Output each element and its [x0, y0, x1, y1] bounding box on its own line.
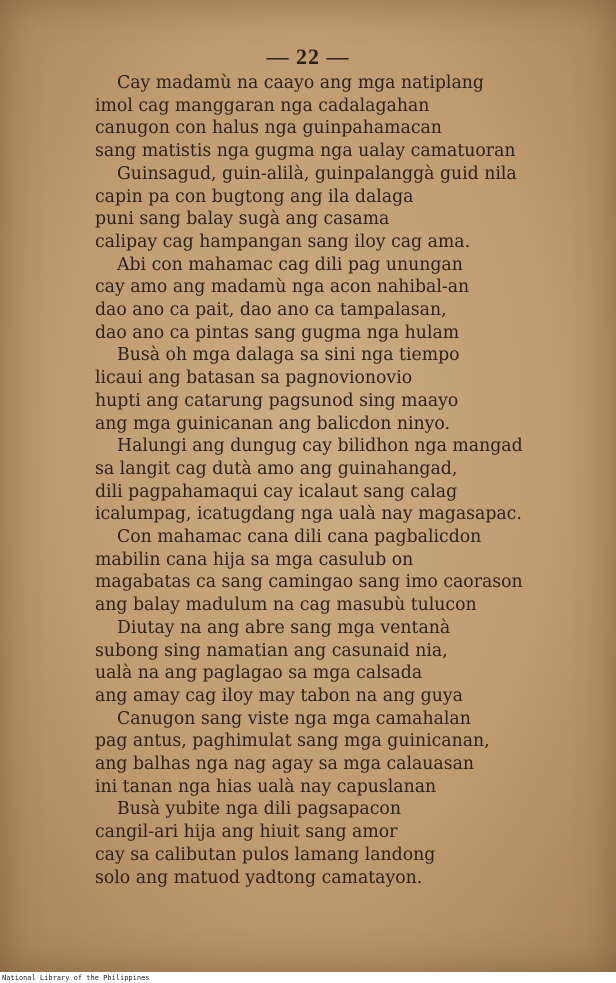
- poem-line: sa langit cag dutà amo ang guinahangad,: [95, 458, 458, 479]
- poem-line: ini tanan nga hias ualà nay capuslanan: [95, 776, 437, 797]
- poem-line: canugon con halus nga guinpahamacan: [95, 118, 442, 139]
- poem-line: puni sang balay sugà ang casama: [95, 209, 390, 230]
- poem-line: imol cag manggaran nga cadalagahan: [95, 95, 430, 116]
- poem-line: Canugon sang viste nga mga camahalan: [117, 708, 471, 729]
- poem-line: Cay madamù na caayo ang mga natiplang: [117, 73, 484, 93]
- poem-line: calipay cag hampangan sang iloy cag ama.: [95, 231, 471, 252]
- library-credit: National Library of the Philippines: [2, 974, 150, 982]
- poem-line: Diutay na ang abre sang mga ventanà: [117, 617, 451, 638]
- poem-line: hupti ang catarung pagsunod sing maayo: [95, 390, 459, 411]
- poem-line: cangil-ari hija ang hiuit sang amor: [95, 822, 398, 843]
- poem-line: solo ang matuod yadtong camatayon.: [95, 867, 423, 888]
- poem-line: icalumpag, icatugdang nga ualà nay magasapac.: [95, 504, 522, 525]
- poem-line: sang matistis nga gugma nga ualay camatuoran: [95, 141, 516, 162]
- poem-line: ang balhas nga nag agay sa mga calauasan: [95, 754, 475, 774]
- poem-line: licaui ang batasan sa pagnovionovio: [95, 368, 413, 389]
- poem-line: ualà na ang paglagao sa mga calsada: [95, 663, 423, 684]
- poem-line: ang balay madulum na cag masubù tulucon: [95, 595, 477, 616]
- poem-line: capin pa con bugtong ang ila dalaga: [95, 186, 414, 207]
- poem-line: dili pagpahamaqui cay icalaut sang calag: [95, 481, 458, 502]
- poem-line: cay amo ang madamù nga acon nahibal-an: [95, 277, 470, 298]
- poem-line: Busà oh mga dalaga sa sini nga tiempo: [117, 345, 460, 366]
- poem-line: Con mahamac cana dili cana pagbalicdon: [117, 527, 482, 547]
- poem-line: Guinsagud, guin-alilà, guinpalanggà guid nila: [117, 163, 517, 184]
- poem-line: Halungi ang dungug cay bilidhon nga mangad: [117, 436, 523, 457]
- poem-line: ang amay cag iloy may tabon na ang guya: [95, 685, 463, 706]
- poem-line: mabilin cana hija sa mga casulub on: [95, 549, 414, 570]
- poem-line: magabatas ca sang camingao sang imo caorason: [95, 572, 523, 593]
- poem-line: dao ano ca pintas sang gugma nga hulam: [95, 322, 460, 343]
- poem-line: cay sa calibutan pulos lamang landong: [95, 844, 436, 865]
- poem-line: pag antus, paghimulat sang mga guinicanan,: [95, 731, 490, 752]
- poem-line: Busà yubite nga dili pagsapacon: [117, 799, 401, 820]
- page-number: — 22 —: [266, 44, 350, 69]
- poem-line: ang mga guinicanan ang balicdon ninyo.: [95, 413, 450, 434]
- poem-line: dao ano ca pait, dao ano ca tampalasan,: [95, 300, 447, 320]
- poem-line: subong sing namatian ang casunaid nia,: [95, 640, 448, 661]
- poem-line: Abi con mahamac cag dili pag unungan: [117, 254, 463, 275]
